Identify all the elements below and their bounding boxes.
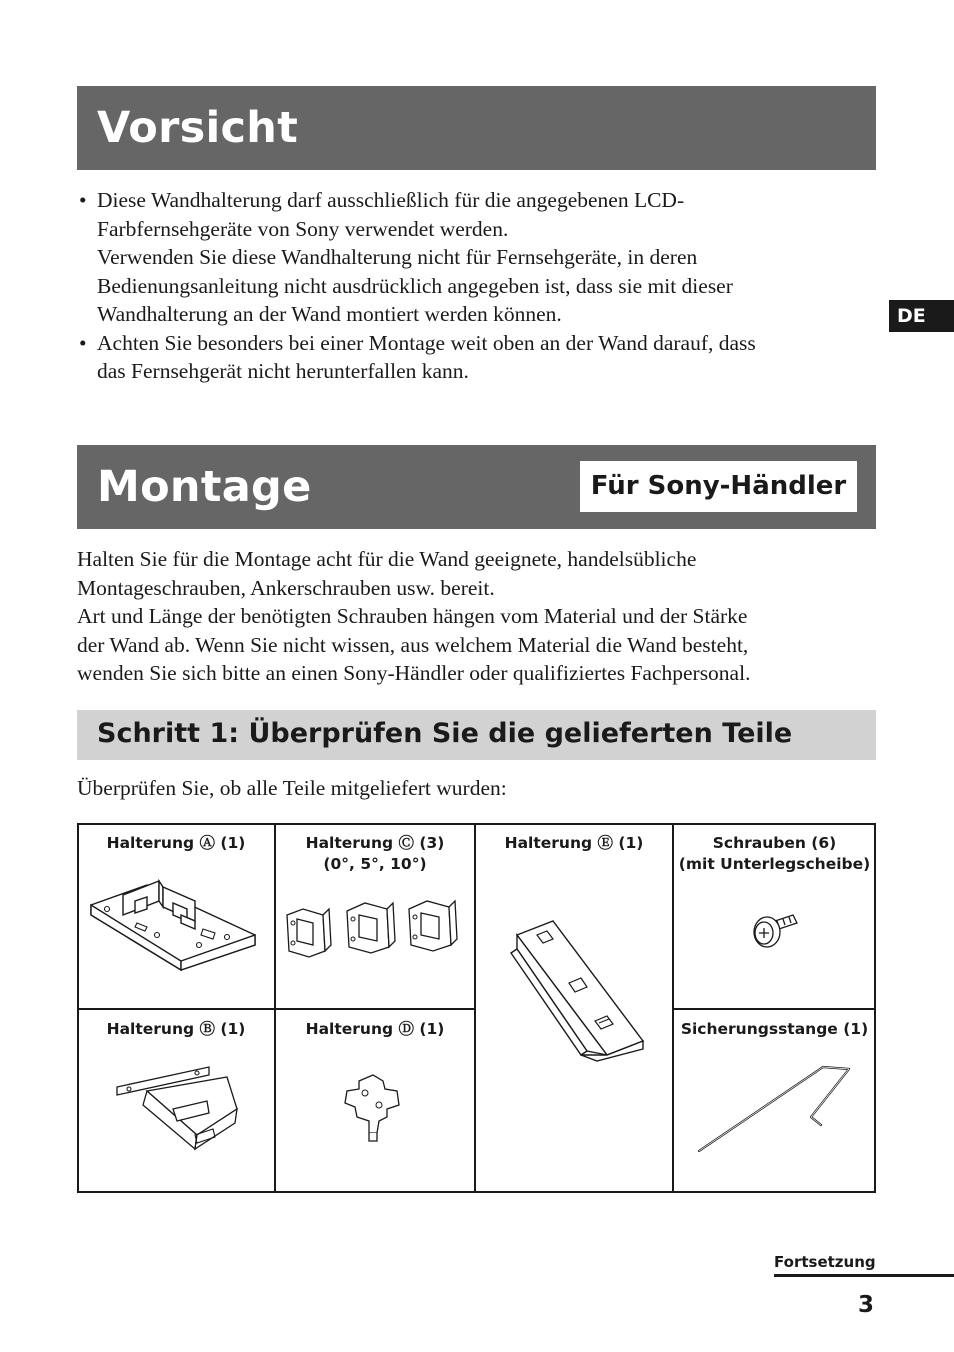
mounting-title: Montage bbox=[97, 462, 312, 512]
step1-title: Schritt 1: Überprüfen Sie die gelieferten Teile bbox=[97, 718, 793, 749]
mounting-paragraph: Halten Sie für die Montage acht für die Wand geeignete, handelsübliche Montageschrauben, Ankerschrauben usw. bereit. Art und Länge der benötigten Schrauben hängen vom Material und der Stärke der Wand ab. Wenn Sie nicht wissen, aus welchem Material die Wand besteht, wenden Sie sich bitte an einen Sony-Händler oder qualifiziertes Fachpersonal. bbox=[77, 547, 751, 685]
part-label-rod: Sicherungsstange (1) bbox=[680, 1020, 869, 1038]
parts-table-grid bbox=[77, 823, 876, 1193]
continued-label: Fortsetzung bbox=[774, 1253, 876, 1271]
caution-title: Vorsicht bbox=[97, 103, 299, 153]
caution-bullet: • Diese Wandhalterung darf ausschließlich für die angegebenen LCD- Farbfernsehgeräte von Sony verwendet werden. Verwenden Sie diese Wandhalterung nicht für Fernsehgeräte, in deren Bedienungsanleitung nicht ausdrücklich angegeben ist, dass sie mit dieser Wandhalterung an der Wand montiert werden können. bbox=[77, 186, 877, 329]
page-number: 3 bbox=[858, 1292, 875, 1318]
part-label-c: Halterung Ⓒ (3) (0°, 5°, 10°) bbox=[305, 834, 445, 873]
caution-bullet: • Achten Sie besonders bei einer Montage weit oben an der Wand darauf, dass das Fernsehgerät nicht herunterfallen kann. bbox=[77, 329, 877, 386]
caution-list bbox=[77, 186, 877, 386]
part-label-screws: Schrauben (6) (mit Unterlegscheibe) bbox=[678, 834, 871, 873]
caution-header bbox=[77, 86, 876, 170]
step1-header bbox=[77, 710, 876, 760]
language-tab: DE bbox=[889, 300, 954, 332]
parts-table bbox=[77, 823, 876, 1193]
continued-rule bbox=[774, 1274, 954, 1277]
part-label-d: Halterung Ⓓ (1) bbox=[305, 1020, 445, 1038]
part-label-b: Halterung Ⓑ (1) bbox=[106, 1020, 246, 1038]
dealer-label: Für Sony-Händler bbox=[580, 461, 857, 512]
step1-intro: Überprüfen Sie, ob alle Teile mitgeliefert wurden: bbox=[77, 776, 507, 800]
part-label-a: Halterung Ⓐ (1) bbox=[106, 834, 246, 852]
part-label-e: Halterung Ⓔ (1) bbox=[504, 834, 644, 852]
